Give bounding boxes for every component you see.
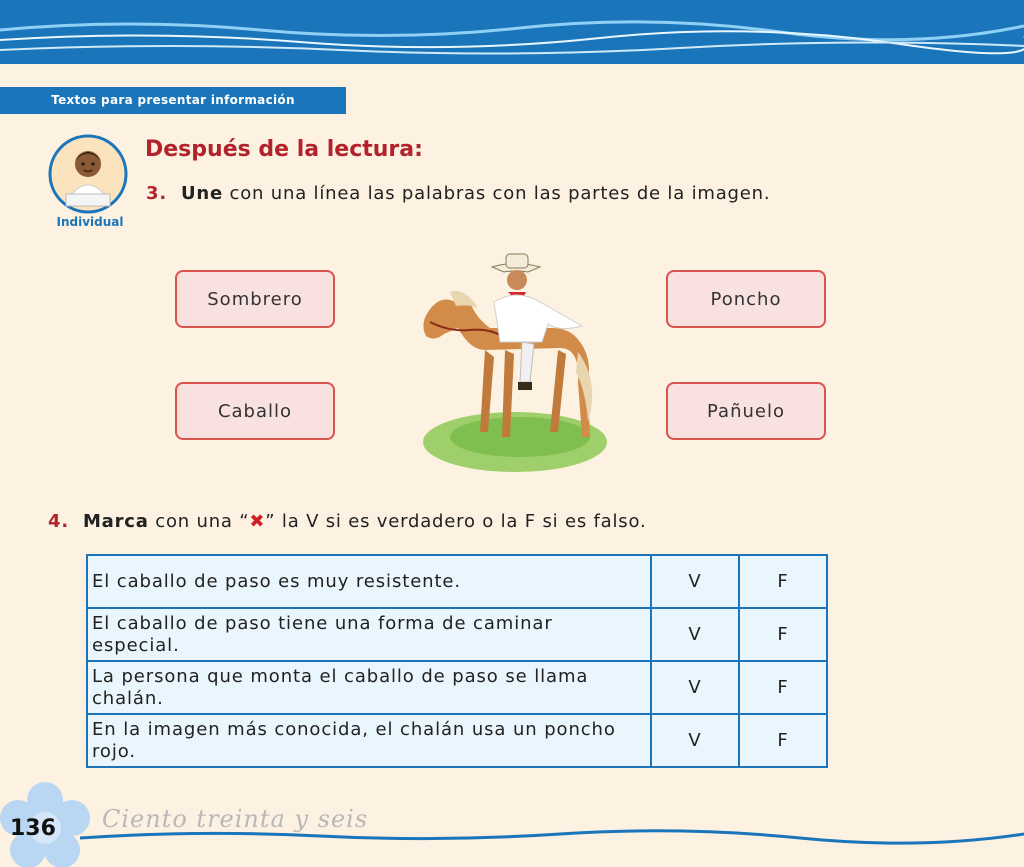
word-box-sombrero[interactable]: Sombrero — [175, 270, 335, 328]
section-label: Textos para presentar información — [0, 87, 346, 114]
header-wave-band — [0, 0, 1024, 64]
section-heading: Después de la lectura: — [145, 137, 423, 162]
table-row — [87, 714, 827, 767]
statement-cell: El caballo de paso es muy resistente. — [87, 555, 651, 608]
word-box-panuelo[interactable]: Pañuelo — [666, 382, 826, 440]
word-box-caballo[interactable]: Caballo — [175, 382, 335, 440]
true-option[interactable]: V — [651, 608, 739, 661]
true-option[interactable]: V — [651, 714, 739, 767]
activity-mode-label: Individual — [56, 215, 124, 229]
statement-cell: La persona que monta el caballo de paso se llama chalán. — [87, 661, 651, 714]
false-option[interactable]: F — [739, 555, 827, 608]
instruction-text: ” la V si es verdadero o la F si es falso. — [265, 511, 647, 532]
table-row — [87, 661, 827, 714]
footer-wave — [80, 826, 1024, 846]
word-box-poncho[interactable]: Poncho — [666, 270, 826, 328]
question-4 — [48, 511, 647, 532]
true-option[interactable]: V — [651, 555, 739, 608]
false-option[interactable]: F — [739, 714, 827, 767]
question-number: 3. — [146, 183, 167, 204]
statement-cell: En la imagen más conocida, el chalán usa un poncho rojo. — [87, 714, 651, 767]
false-option[interactable]: F — [739, 661, 827, 714]
statement-cell: El caballo de paso tiene una forma de caminar especial. — [87, 608, 651, 661]
table-row — [87, 608, 827, 661]
page-number-words: Ciento treinta y seis — [102, 805, 369, 833]
page-number: 136 — [10, 816, 56, 841]
question-3 — [146, 183, 770, 204]
instruction-verb: Une — [180, 183, 224, 204]
question-number: 4. — [48, 511, 69, 532]
instruction-verb: Marca — [82, 511, 149, 532]
child-writing-icon — [48, 134, 128, 214]
instruction-text: con una línea las palabras con las partes de la imagen. — [223, 183, 771, 204]
true-option[interactable]: V — [651, 661, 739, 714]
true-false-table — [86, 554, 828, 768]
table-row — [87, 555, 827, 608]
horse-rider-illustration — [410, 232, 610, 477]
false-option[interactable]: F — [739, 608, 827, 661]
x-mark-icon: ✖ — [249, 511, 266, 532]
instruction-text: con una “ — [148, 511, 250, 532]
